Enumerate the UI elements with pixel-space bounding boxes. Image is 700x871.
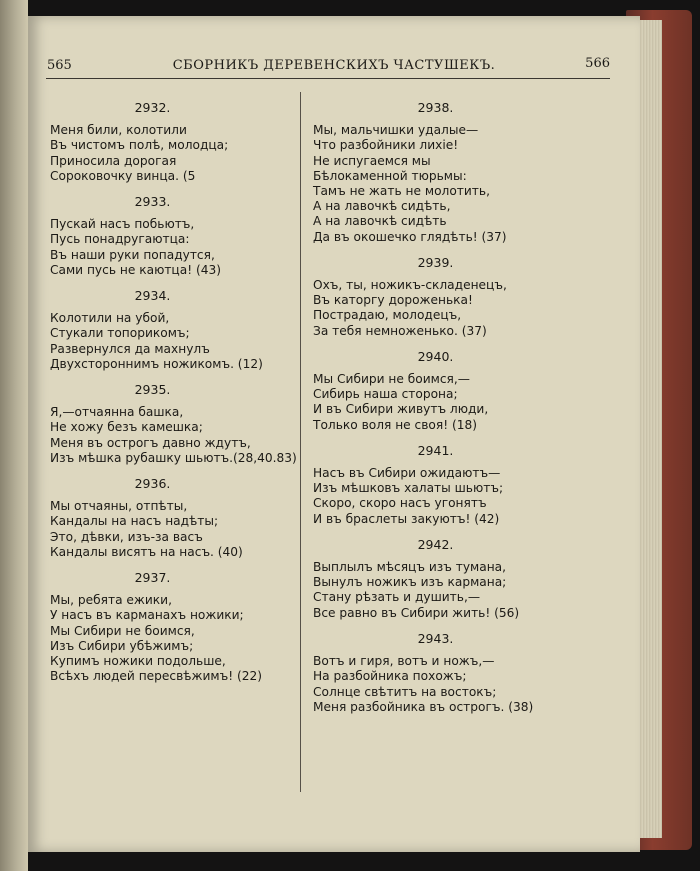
book-page [28, 16, 640, 852]
verse-line: Я,—отчаянна башка, [50, 405, 184, 420]
verse-line: Все равно въ Сибири жить! (56) [313, 605, 520, 620]
verse-line: Изъ мѣшковъ халаты шьютъ; [313, 481, 504, 496]
verse-line: Стукали топорикомъ; [50, 326, 190, 341]
verse-line: Пускай насъ побьютъ, [50, 217, 195, 232]
song-block [313, 443, 608, 527]
verse-line: Меня разбойника въ острогъ. (38) [313, 699, 534, 714]
verse-line: У насъ въ карманахъ ножики; [50, 608, 244, 623]
verse-line: Въ каторгу дороженька! [313, 293, 473, 308]
verse-line: Не испугаемся мы [313, 153, 431, 168]
song-block [313, 100, 608, 245]
verse-line: Кандалы висятъ на насъ. (40) [50, 544, 243, 559]
song-block [313, 537, 608, 621]
song-number: 2942. [417, 536, 454, 552]
verse-line: Мы Сибири не боимся,— [313, 372, 470, 387]
song-block [313, 255, 608, 339]
song-number: 2943. [417, 630, 454, 646]
verse-line: Меня въ острогъ давно ждутъ, [50, 435, 251, 450]
song-block [50, 476, 295, 560]
song-number: 2938. [417, 100, 454, 115]
verse-line: Меня били, колотили [50, 123, 187, 138]
verse-line: Колотили на убой, [50, 311, 170, 326]
song-number: 2934. [134, 288, 171, 304]
verse-line: Сороковочку винца. (5 [50, 168, 196, 183]
verse-line: Въ чистомъ полѣ, молодца; [50, 138, 229, 153]
verse-line: Изъ мѣшка рубашку шьютъ.(28,40.83) [50, 450, 297, 465]
verse-line: Мы, мальчишки удалые— [313, 123, 479, 138]
verse-line: Всѣхъ людей пересвѣжимъ! (22) [50, 669, 262, 684]
verse-line: На разбойника похожъ; [313, 669, 467, 684]
verse-line: Мы Сибири не боимся, [50, 623, 195, 638]
song-number: 2941. [417, 442, 454, 458]
page-number-right: 566 [585, 56, 610, 71]
header-rule [46, 78, 610, 79]
verse-line: Сами пусь не каютца! (43) [50, 262, 221, 277]
verse-line: Да въ окошечко глядѣть! (37) [313, 229, 507, 244]
verse-line: Солнце свѣтитъ на востокъ; [313, 684, 497, 699]
song-block [313, 631, 608, 715]
song-number: 2936. [134, 476, 171, 492]
page-number-left: 565 [47, 58, 72, 73]
song-block [50, 288, 295, 372]
column-divider [300, 92, 301, 792]
verse-line: Кандалы на насъ надѣты; [50, 514, 219, 529]
verse-line: Выплылъ мѣсяцъ изъ тумана, [313, 560, 507, 575]
running-head [28, 58, 640, 80]
song-block [50, 570, 295, 684]
verse-line: Тамъ не жать не молотить, [313, 184, 490, 199]
verse-line: Не хожу безъ камешка; [50, 420, 203, 435]
verse-line: Стану рѣзать и душить,— [313, 590, 481, 605]
song-block [50, 100, 295, 184]
song-number: 2937. [134, 570, 171, 586]
song-block [50, 194, 295, 278]
left-column [50, 100, 295, 695]
song-number: 2932. [134, 100, 171, 115]
song-number: 2939. [417, 254, 454, 270]
verse-line: Сибирь наша сторона; [313, 387, 458, 402]
verse-line: Мы отчаяны, отпѣты, [50, 499, 188, 514]
right-column [313, 100, 608, 725]
verse-line: Купимъ ножики подольше, [50, 654, 226, 669]
verse-line: Пусь понадругаютца: [50, 232, 190, 247]
verse-line: Это, дѣвки, изъ-за васъ [50, 529, 203, 544]
verse-line: А на лавочкѣ сидѣть [313, 214, 447, 229]
verse-line: Бѣлокаменной тюрьмы: [313, 168, 467, 183]
verse-line: За тебя немноженько. (37) [313, 323, 487, 338]
song-number: 2935. [134, 382, 171, 398]
verse-line: Пострадаю, молодецъ, [313, 308, 462, 323]
verse-line: Вотъ и гиря, вотъ и ножъ,— [313, 654, 495, 669]
song-number: 2933. [134, 194, 171, 210]
page-title: СБОРНИКЪ ДЕРЕВЕНСКИХЪ ЧАСТУШЕКЪ. [172, 58, 496, 73]
verse-line: Мы, ребята ежики, [50, 593, 172, 608]
verse-line: Охъ, ты, ножикъ-складенецъ, [313, 278, 507, 293]
verse-line: Скоро, скоро насъ угонятъ [313, 496, 487, 511]
song-block [50, 382, 295, 466]
song-block [313, 349, 608, 433]
verse-line: Двухстороннимъ ножикомъ. (12) [50, 356, 263, 371]
verse-line: Что разбойники лихіе! [313, 138, 459, 153]
verse-line: Вынулъ ножикъ изъ кармана; [313, 575, 507, 590]
verse-line: Изъ Сибири убѣжимъ; [50, 638, 194, 653]
verse-line: Только воля не своя! (18) [313, 417, 477, 432]
verse-line: А на лавочкѣ сидѣть, [313, 199, 451, 214]
facing-page-edge [0, 0, 28, 871]
verse-line: Развернулся да махнулъ [50, 341, 210, 356]
verse-line: Въ наши руки попадутся, [50, 247, 215, 262]
verse-line: Приносила дорогая [50, 153, 177, 168]
verse-line: И въ браслеты закуютъ! (42) [313, 511, 500, 526]
song-number: 2940. [417, 348, 454, 364]
verse-line: И въ Сибири живутъ люди, [313, 402, 489, 417]
verse-line: Насъ въ Сибири ожидаютъ— [313, 466, 501, 481]
